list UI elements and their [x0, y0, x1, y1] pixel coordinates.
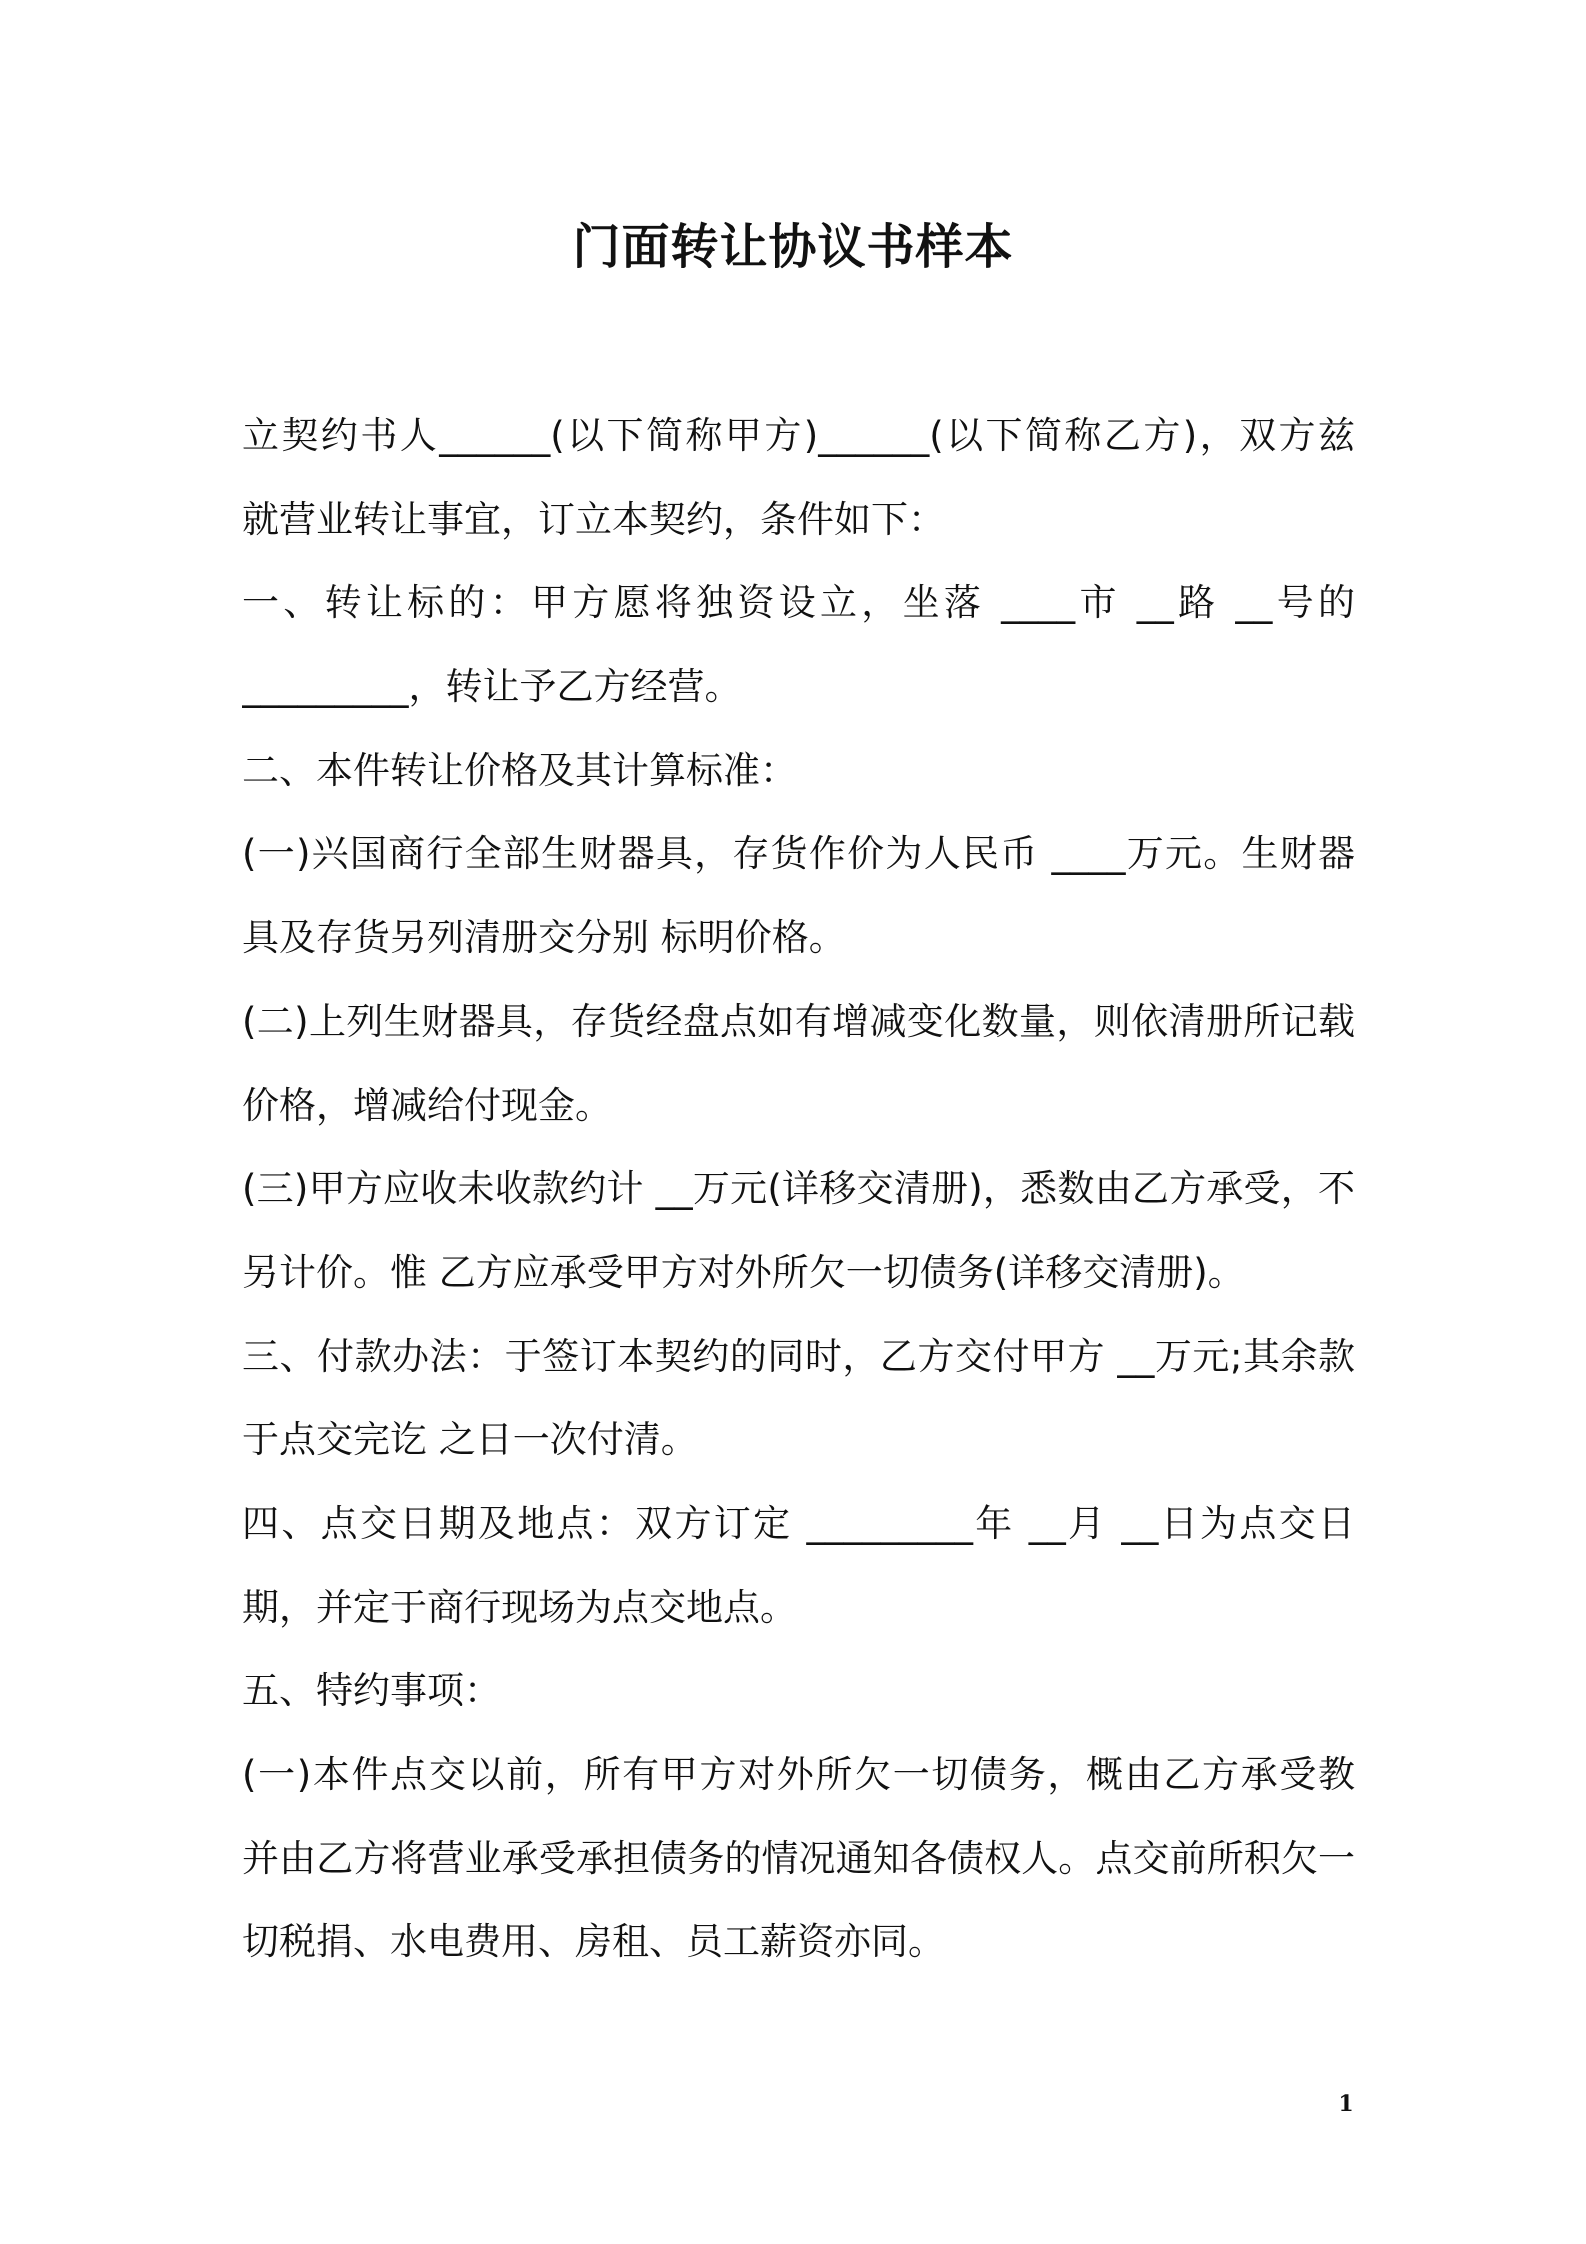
text-line: 并由乙方将营业承受承担债务的情况通知各债权人。点交前所积欠一: [242, 1836, 1355, 1880]
text-line: (二)上列生财器具，存货经盘点如有增减变化数量，则依清册所记载: [242, 999, 1355, 1043]
paragraph-clause-5-1: [242, 1733, 1355, 1984]
paragraph-clause-2: [242, 729, 1355, 813]
text-line: 二、本件转让价格及其计算标准：: [242, 748, 797, 792]
text-line: 就营业转让事宜，订立本契约，条件如下：: [242, 497, 945, 541]
paragraph-clause-4: [242, 1482, 1355, 1649]
paragraph-clause-5: [242, 1649, 1355, 1733]
paragraph-clause-2-2: [242, 980, 1355, 1147]
text-line: (三)甲方应收未收款约计 __万元(详移交清册)，悉数由乙方承受，不: [242, 1167, 1355, 1211]
text-line: 价格，增减给付现金。: [242, 1083, 612, 1127]
text-line: (一)本件点交以前，所有甲方对外所欠一切债务，概由乙方承受教: [242, 1753, 1355, 1796]
text-line: 于点交完讫 之日一次付清。: [242, 1418, 698, 1462]
text-line: _________，转让予乙方经营。: [242, 665, 742, 709]
paragraph-parties: [242, 394, 1355, 561]
text-line: 立契约书人______(以下简称甲方)______(以下简称乙方)，双方兹: [242, 414, 1355, 457]
document-body: [242, 394, 1355, 1984]
text-line: 具及存货另列清册交分别 标明价格。: [242, 916, 846, 960]
page-number: 1: [1338, 2091, 1354, 2117]
paragraph-clause-2-1: [242, 812, 1355, 979]
text-line: 五、特约事项：: [242, 1669, 501, 1713]
text-line: 切税捐、水电费用、房租、员工薪资亦同。: [242, 1920, 945, 1964]
text-line: 期，并定于商行现场为点交地点。: [242, 1585, 797, 1629]
paragraph-clause-3: [242, 1315, 1355, 1482]
text-line: (一)兴国商行全部生财器具，存货作价为人民币 ____万元。生财器: [242, 832, 1355, 876]
text-line: 四、点交日期及地点：双方订定 _________年 __月 __日为点交日: [242, 1501, 1355, 1545]
page-title: 门面转让协议书样本: [572, 219, 1014, 275]
text-line: 一、转让标的：甲方愿将独资设立，坐落 ____市 __路 __号的: [242, 581, 1355, 625]
paragraph-clause-2-3: [242, 1147, 1355, 1314]
text-line: 三、付款办法：于签订本契约的同时，乙方交付甲方 __万元;其余款: [242, 1334, 1355, 1378]
text-line: 另计价。惟 乙方应承受甲方对外所欠一切债务(详移交清册)。: [242, 1250, 1245, 1294]
paragraph-clause-1: [242, 561, 1355, 728]
